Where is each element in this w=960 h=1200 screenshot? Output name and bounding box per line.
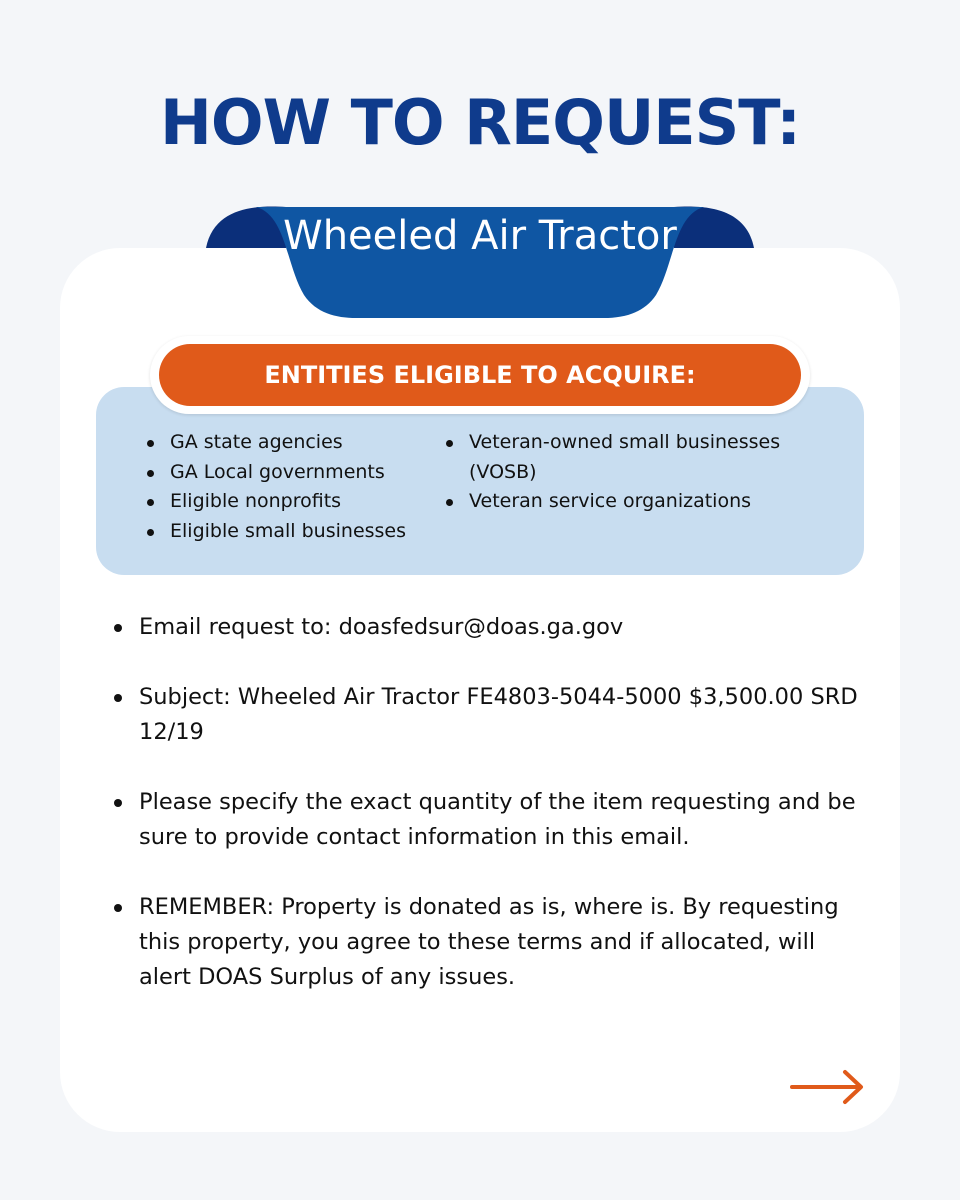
eligibility-list-left xyxy=(145,428,445,546)
quantity-instruction: Please specify the exact quantity of the item requesting and be sure to provide contact information in this email. xyxy=(112,785,872,855)
terms-reminder: REMEMBER: Property is donated as is, where is. By requesting this property, you agree to these terms and if allocated, will alert DOAS Surplus of any issues. xyxy=(112,890,872,995)
eligibility-list-right xyxy=(444,428,844,517)
eligibility-heading: ENTITIES ELIGIBLE TO ACQUIRE: xyxy=(159,344,801,406)
arrow-right-icon[interactable] xyxy=(790,1068,866,1106)
list-item: Eligible nonprofits xyxy=(145,487,445,517)
list-item: Eligible small businesses xyxy=(145,517,445,547)
list-item: Veteran-owned small businesses (VOSB) xyxy=(444,428,844,487)
list-item: GA state agencies xyxy=(145,428,445,458)
email-instruction: Email request to: doasfedsur@doas.ga.gov xyxy=(112,610,872,645)
list-item: Veteran service organizations xyxy=(444,487,844,517)
subject-instruction: Subject: Wheeled Air Tractor FE4803-5044-5000 $3,500.00 SRD 12/19 xyxy=(112,680,872,750)
instructions-list xyxy=(112,610,872,1030)
ribbon-title: Wheeled Air Tractor xyxy=(283,213,677,259)
page-title: HOW TO REQUEST: xyxy=(160,86,800,159)
list-item: GA Local governments xyxy=(145,458,445,488)
